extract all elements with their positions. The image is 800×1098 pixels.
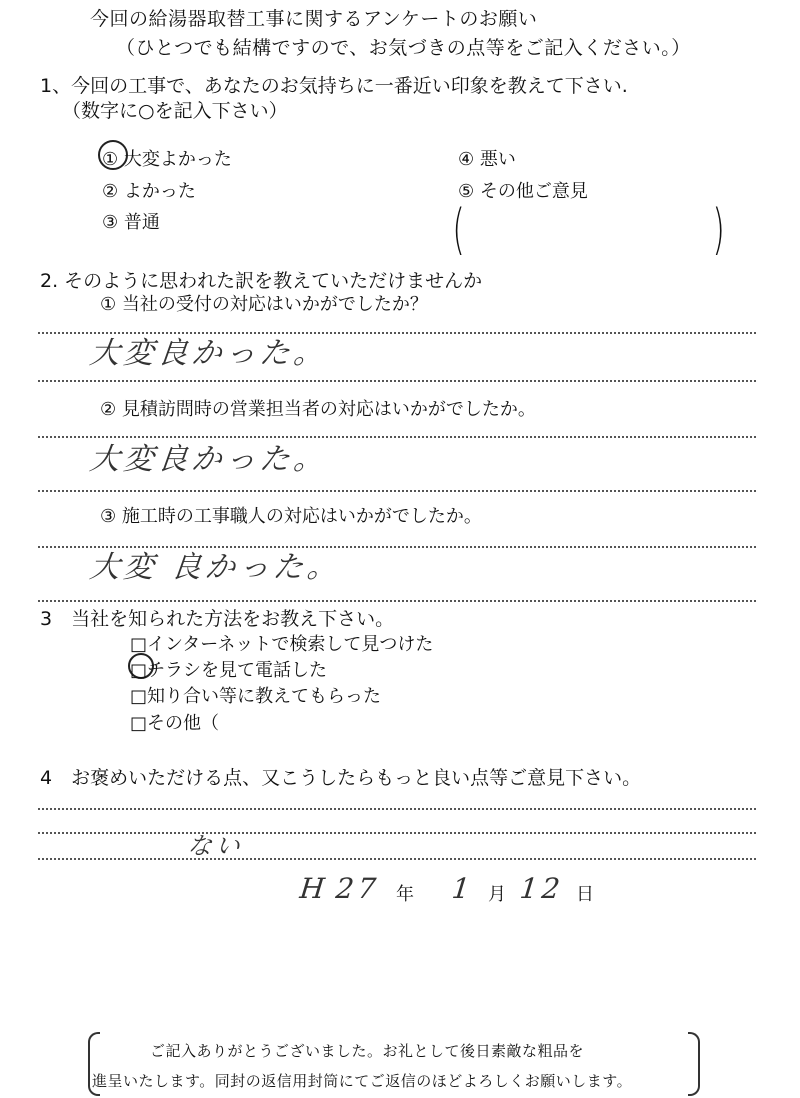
q3-question: 3 当社を知られた方法をお教え下さい。 <box>40 608 395 630</box>
q3-option-other[interactable]: □その他（ <box>130 713 220 734</box>
page-subtitle: （ひとつでも結構ですので、お気づきの点等をご記入ください。） <box>116 37 691 59</box>
q2-sub3-label: ③ 施工時の工事職人の対応はいかがでしたか。 <box>100 506 482 527</box>
date-year-label: 年 <box>396 884 414 905</box>
q4-question: 4 お褒めいただける点、又こうしたらもっと良い点等ご意見下さい。 <box>40 767 642 789</box>
footer-line-2: 進呈いたします。同封の返信用封筒にてご返信のほどよろしくお願いします。 <box>92 1072 633 1090</box>
date-era: H <box>298 872 331 905</box>
date-month-label: 月 <box>488 884 506 905</box>
q2-sub3-answer: 大変 良かった。 <box>87 550 344 585</box>
date-month: 1 <box>450 872 476 905</box>
q1-question: 1、今回の工事で、あなたのお気持ちに一番近い印象を教えて下さい. <box>40 75 628 97</box>
date-year: 27 <box>334 872 382 905</box>
q3-option-flyer[interactable]: □チラシを見て電話した <box>130 660 328 681</box>
q1-other-close-paren: ) <box>712 198 725 261</box>
q4-answer: ない <box>186 832 246 860</box>
q4-line-2 <box>38 832 756 834</box>
q1-option-5[interactable]: ⑤ その他ご意見 <box>458 181 588 202</box>
footer-line-1: ご記入ありがとうございました。お礼として後日素敵な粗品を <box>150 1042 585 1060</box>
q1-option-3[interactable]: ③ 普通 <box>102 212 160 233</box>
q2-sub2-label: ② 見積訪問時の営業担当者の対応はいかがでしたか。 <box>100 399 536 420</box>
q3-option-acquaintance[interactable]: □知り合い等に教えてもらった <box>130 686 382 707</box>
q1-option-4[interactable]: ④ 悪い <box>458 149 516 170</box>
q2-sub1-label: ① 当社の受付の対応はいかがでしたか？ <box>100 294 428 315</box>
q2-question: 2. そのように思われた訳を教えていただけませんか <box>40 270 483 292</box>
q2-sub1-answer: 大変良かった。 <box>87 336 330 371</box>
page-title: 今回の給湯器取替工事に関するアンケートのお願い <box>90 8 538 30</box>
q2-sub1-line-2 <box>38 380 756 382</box>
q1-other-open-paren: ( <box>452 198 465 261</box>
date-day: 12 <box>518 872 566 905</box>
q2-sub2-line-2 <box>38 490 756 492</box>
q3-option-internet[interactable]: □インターネットで検索して見つけた <box>130 634 434 655</box>
q1-option-2[interactable]: ② よかった <box>102 181 196 202</box>
q4-line-3 <box>38 858 756 860</box>
q1-option-1[interactable]: ① 大変よかった <box>102 149 232 170</box>
q2-sub2-answer: 大変良かった。 <box>87 442 330 477</box>
q2-sub3-line-2 <box>38 600 756 602</box>
q4-line-1 <box>38 808 756 810</box>
date-day-label: 日 <box>576 884 594 905</box>
footer-right-bracket <box>688 1032 700 1096</box>
q1-instruction: （数字に○を記入下さい） <box>62 100 288 122</box>
